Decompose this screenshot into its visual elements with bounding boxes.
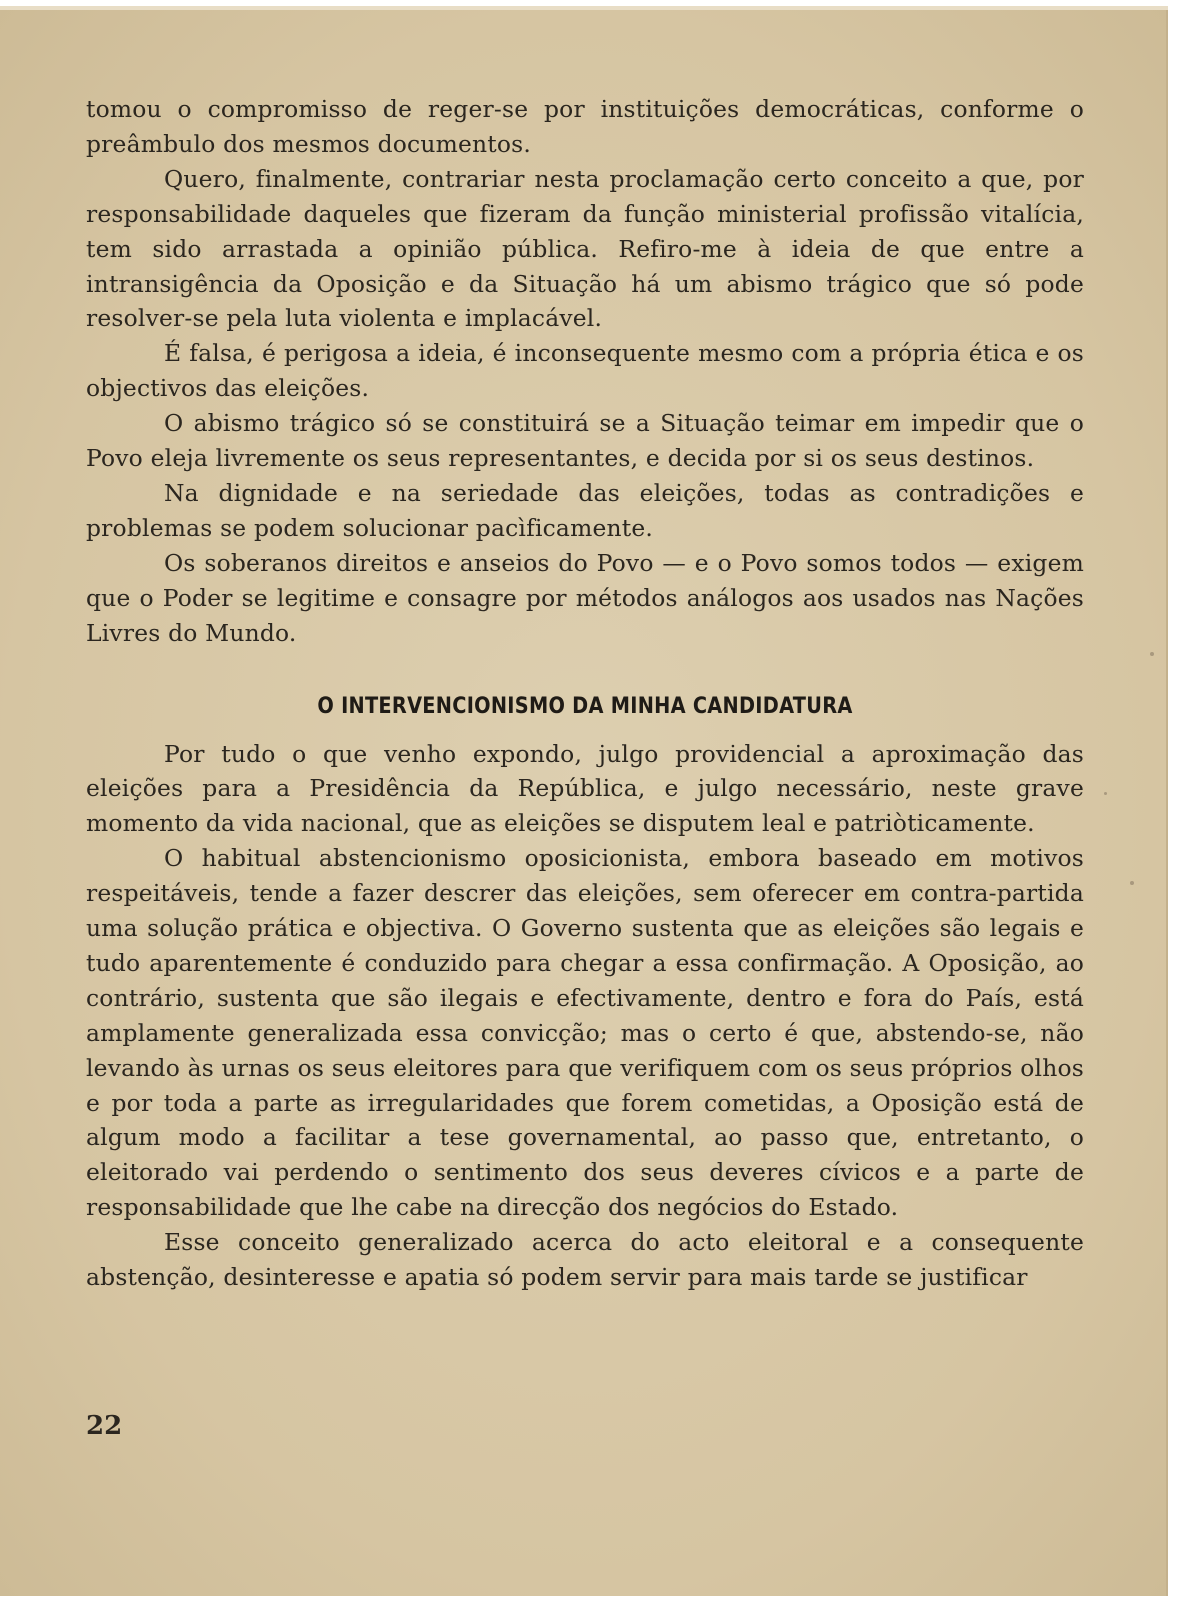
paragraph-2: Quero, finalmente, contrariar nesta proclamação certo conceito a que, por responsabilidade daqueles que fizeram da função ministerial profissão vitalícia, tem sido arrastada a opinião pública. Refiro-me à ideia de que entre a intransigência da Oposição e da Situação há um abismo trágico que só pode resolver-se pela luta violenta e implacável. bbox=[86, 164, 1084, 333]
paragraph-4: O abismo trágico só se constituirá se a Situação teimar em impedir que o Povo eleja livremente os seus representantes, e decida por si os seus destinos. bbox=[86, 409, 1084, 473]
page-top-edge bbox=[0, 6, 1168, 10]
paragraph-8: O habitual abstencionismo oposicionista, embora baseado em motivos respeitáveis, tende a fazer descrer das eleições, sem oferecer em contra-partida uma solução prática e objectiva. O Governo sustenta que as eleições são legais e tudo aparentemente é conduzido para chegar a essa confirmação. A Oposição, ao contrário, sustenta que são ilegais e efectivamente, dentro e fora do País, está amplamente generalizada essa convicção; mas o certo é que, abstendo-se, não levando às urnas os seus eleitores para que verifiquem com os seus próprios olhos e por toda a parte as irregularidades que forem cometidas, a Oposição está de algum modo a facilitar a tese governamental, ao passo que, entretanto, o eleitorado vai perdendo o sentimento dos seus deveres cívicos e a parte de responsabilidade que lhe cabe na direcção dos negócios do Estado. bbox=[86, 844, 1084, 1222]
scanned-page bbox=[0, 6, 1168, 1596]
paper-speck bbox=[1130, 881, 1134, 885]
paragraph-7: Por tudo o que venho expondo, julgo providencial a aproximação das eleições para a Presidência da República, e julgo necessário, neste grave momento da vida nacional, que as eleições se disputem leal e patriòticamente. bbox=[86, 739, 1084, 838]
paragraph-9: Esse conceito generalizado acerca do acto eleitoral e a consequente abstenção, desinteresse e apatia só podem servir para mais tarde se justificar bbox=[86, 1228, 1084, 1292]
page-number: 22 bbox=[86, 1411, 123, 1441]
paragraph-1: tomou o compromisso de reger-se por instituições democráticas, conforme o preâmbulo dos mesmos documentos. bbox=[86, 95, 1084, 158]
paper-speck bbox=[1104, 792, 1107, 795]
section-heading: O INTERVENCIONISMO DA MINHA CANDIDATURA bbox=[317, 692, 853, 719]
body-text bbox=[86, 92, 1084, 1295]
paragraph-6: Os soberanos direitos e anseios do Povo — e o Povo somos todos — exigem que o Poder se legitime e consagre por métodos análogos aos usados nas Nações Livres do Mundo. bbox=[86, 548, 1084, 647]
paper-speck bbox=[1150, 652, 1154, 656]
paragraph-3: É falsa, é perigosa a ideia, é inconsequente mesmo com a própria ética e os objectivos das eleições. bbox=[86, 339, 1084, 403]
paragraph-5: Na dignidade e na seriedade das eleições, todas as contradições e problemas se podem solucionar pacìficamente. bbox=[86, 478, 1084, 542]
